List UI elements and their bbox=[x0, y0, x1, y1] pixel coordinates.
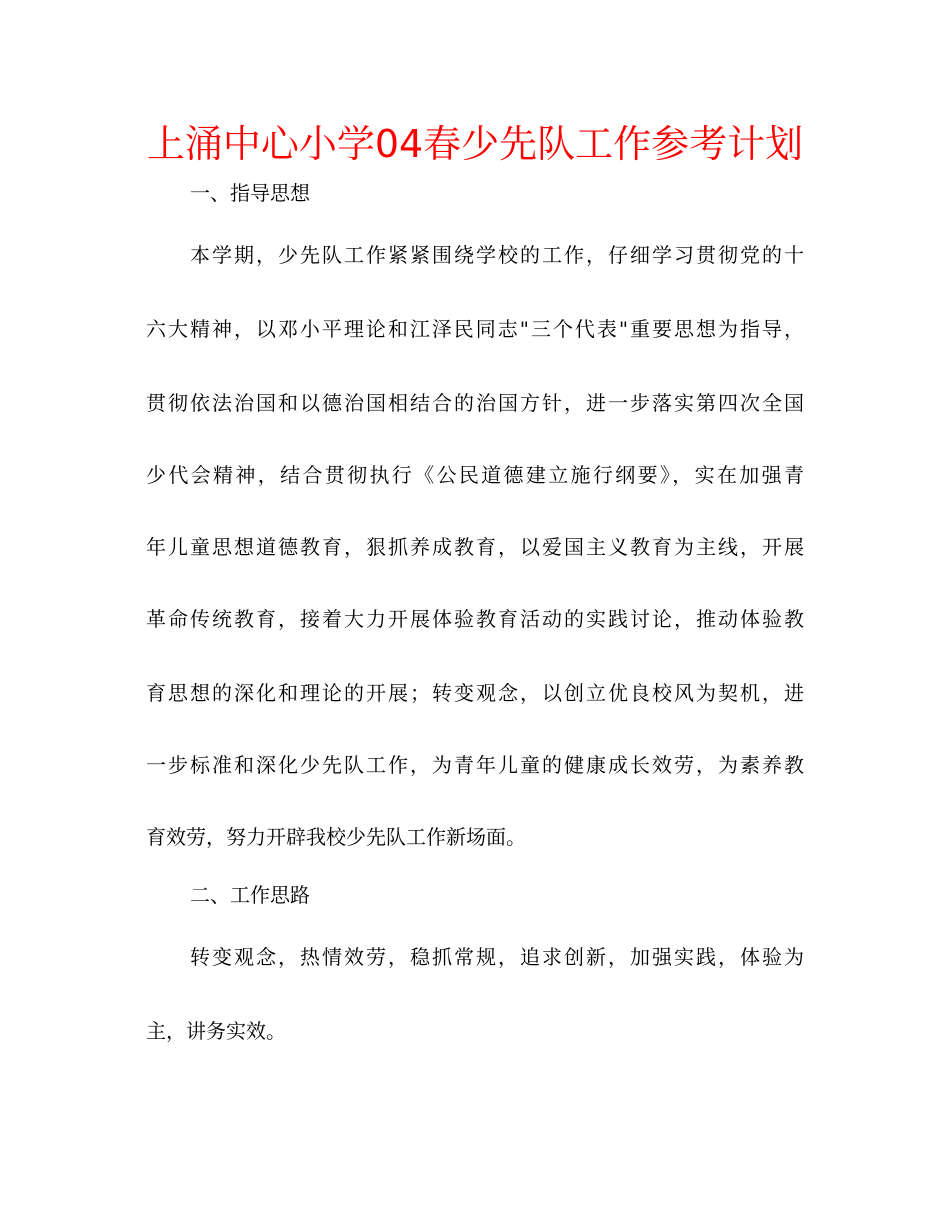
paragraph-line: 育思想的深化和理论的开展；转变观念，以创立优良校风为契机，进 bbox=[146, 681, 804, 705]
paragraph-line: 一步标准和深化少先队工作，为青年儿童的健康成长效劳，为素养教 bbox=[146, 753, 804, 777]
paragraph-line: 少代会精神，结合贯彻执行《公民道德建立施行纲要》，实在加强青 bbox=[146, 463, 804, 487]
document-title: 上涌中心小学04春少先队工作参考计划 bbox=[146, 122, 804, 166]
paragraph-line: 转变观念，热情效劳，稳抓常规，追求创新，加强实践，体验为 bbox=[190, 945, 804, 969]
paragraph-line: 革命传统教育，接着大力开展体验教育活动的实践讨论，推动体验教 bbox=[146, 607, 804, 631]
section-heading-work-approach: 二、工作思路 bbox=[190, 883, 310, 907]
paragraph-line: 育效劳，努力开辟我校少先队工作新场面。 bbox=[146, 825, 526, 849]
paragraph-line: 贯彻依法治国和以德治国相结合的治国方针，进一步落实第四次全国 bbox=[146, 391, 804, 415]
section-heading-guiding-ideology: 一、指导思想 bbox=[190, 181, 310, 205]
paragraph-line: 主，讲务实效。 bbox=[146, 1019, 286, 1043]
paragraph-line: 本学期，少先队工作紧紧围绕学校的工作，仔细学习贯彻党的十 bbox=[190, 243, 804, 267]
paragraph-line: 六大精神，以邓小平理论和江泽民同志"三个代表"重要思想为指导， bbox=[146, 317, 804, 341]
paragraph-line: 年儿童思想道德教育，狠抓养成教育，以爱国主义教育为主线，开展 bbox=[146, 535, 804, 559]
